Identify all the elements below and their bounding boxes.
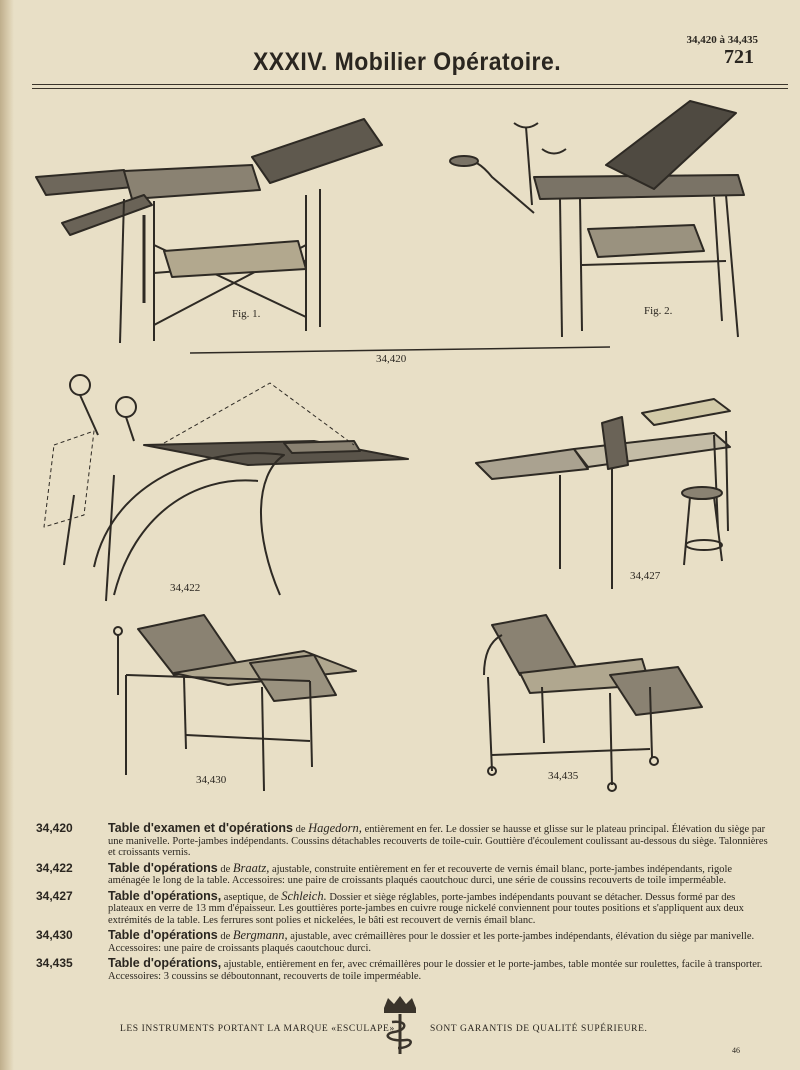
entry-34430 [32, 930, 770, 954]
catalog-number-range: 34,420 à 34,435 [686, 34, 758, 46]
entry-author: Schleich. [281, 888, 327, 903]
figure-label-fig1: Fig. 1. [232, 308, 261, 320]
entry-name: Table d'opérations, [108, 956, 222, 970]
entry-author: Hagedorn, [308, 821, 362, 835]
entry-34427 [32, 888, 770, 927]
header-rule-double [32, 88, 788, 89]
entry-34435 [32, 958, 770, 982]
page-title: XXXIV. Mobilier Opératoire. [252, 48, 562, 76]
entry-prep: aseptique, de [223, 891, 279, 903]
entry-text: ajustable, entièrement en fer, avec crémaillères pour le dossier et le porte-jambes, table montée sur roulettes, facile à transporter. Accessoires: 3 coussins se déboutonnant, recouverts de toile imperméable. [108, 959, 763, 982]
entry-34420 [32, 823, 770, 859]
page-number: 721 [724, 46, 754, 68]
illustration-34427 [476, 399, 730, 589]
illustration-34420-fig2 [450, 101, 744, 337]
entry-name: Table d'examen et d'opérations [108, 821, 293, 835]
entry-text: ajustable, construite entièrement en fer et recouverte de vernis émail blanc, porte-jambes indépendants, rigole aménagée le long de la table. Accessoires: une paire de croissants plaqués caoutchouc durci, une série de coussins recouverts de toile imperméable. [108, 863, 733, 886]
footer-left-text: LES INSTRUMENTS PORTANT LA MARQUE «ESCULAPE» [120, 1024, 395, 1034]
esculape-emblem-icon [378, 994, 422, 1056]
figure-label-34420: 34,420 [376, 353, 407, 365]
figure-label-34422: 34,422 [170, 582, 201, 594]
entry-name: Table d'opérations [108, 928, 218, 942]
entry-code: 34,430 [36, 928, 73, 942]
book-spine [0, 0, 14, 1070]
header-rule [32, 84, 788, 85]
entry-author: Braatz, [232, 860, 270, 875]
entry-prep: de [295, 824, 306, 835]
catalog-page [14, 0, 800, 1070]
entry-code: 34,422 [36, 860, 73, 875]
entry-prep: de [220, 863, 231, 875]
entry-name: Table d'opérations [108, 860, 218, 875]
entry-prep: de [220, 931, 231, 942]
entry-code: 34,420 [36, 821, 73, 835]
entry-code: 34,435 [36, 956, 73, 970]
figure-label-34435: 34,435 [548, 770, 579, 782]
illustration-34435 [484, 615, 702, 791]
entry-34422 [32, 860, 770, 887]
figure-label-fig2: Fig. 2. [644, 305, 673, 317]
catalog-entries [32, 823, 770, 986]
entry-code: 34,427 [36, 888, 73, 903]
entry-author: Bergmann, [232, 928, 288, 942]
entry-text: entièrement en fer. Le dossier se hausse et glisse sur le plateau principal. Élévation du siège par une manivelle. Porte-jambes indépendants. Coussins détachables recouverts de toile-cuir. Gouttière d'écoulement coulissant au-dessous du siège. Talonnières et croissants vernis. [108, 824, 768, 858]
entry-text: Dossier et siège réglables, porte-jambes indépendants pouvant se détacher. Dessus formé par des plateaux en verre de 13 mm d'épaisseur. Les gouttières porte-jambes en cuivre rouge nickelé conviennent pour toutes positions et s'appliquent aux deux extrémités de la table. Les ferrures sont polies et nickelées, le bâti est recouvert de vernis émail blanc. [108, 891, 744, 926]
illustrations [14, 95, 800, 815]
illustration-34422 [44, 375, 408, 601]
figure-label-34430: 34,430 [196, 774, 227, 786]
entry-name: Table d'opérations, [108, 888, 222, 903]
footer-right-text: SONT GARANTIS DE QUALITÉ SUPÉRIEURE. [430, 1024, 648, 1034]
illustration-34430 [114, 615, 356, 791]
figure-label-34427: 34,427 [630, 570, 661, 582]
folio-number: 46 [732, 1046, 740, 1055]
entry-text: ajustable, avec crémaillères pour le dossier et les porte-jambes indépendants, élévation du siège par manivelle. Accessoires: une paire de croissants plaqués caoutchouc durci. [108, 931, 755, 954]
illustration-34420-fig1 [36, 119, 382, 343]
